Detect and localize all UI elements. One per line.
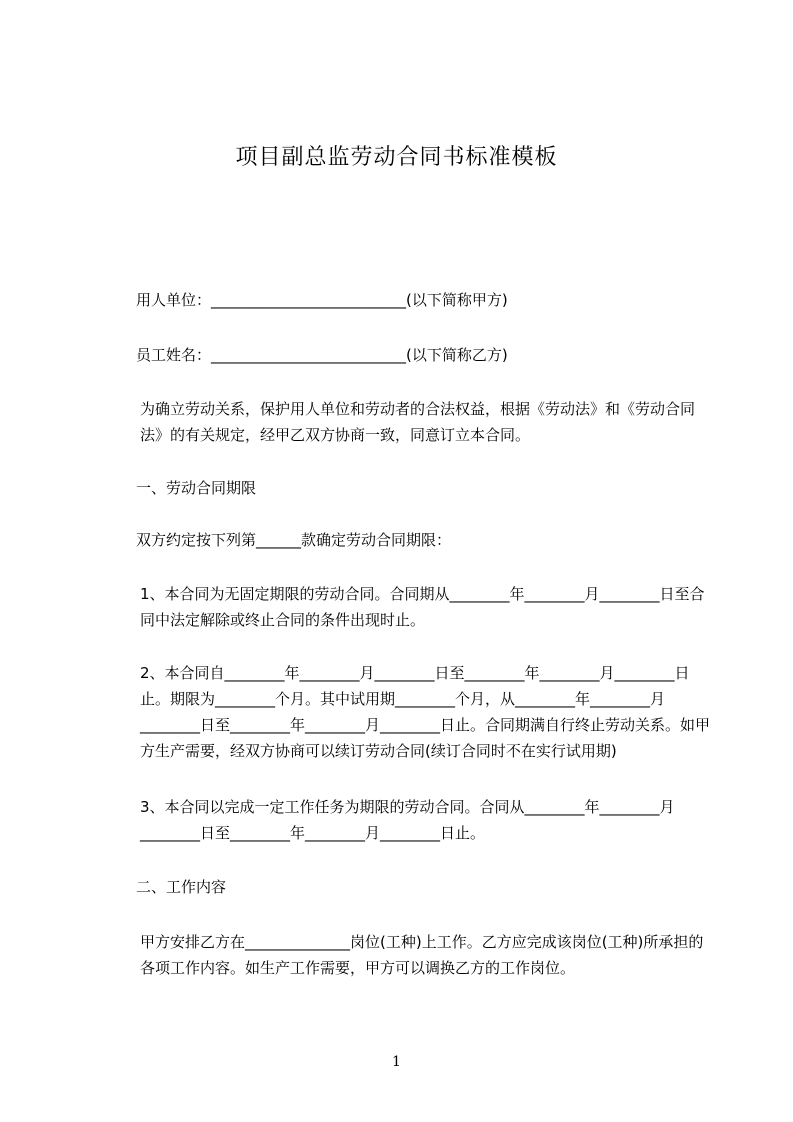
section1-heading: 一、劳动合同期限 xyxy=(136,479,257,497)
section1-intro: 双方约定按下列第______款确定劳动合同期限： xyxy=(136,531,452,549)
document-title: 项目副总监劳动合同书标准模板 xyxy=(235,145,558,170)
section2-body: 甲方安排乙方在______________岗位(工种)上工作。乙方应完成该岗位(工种)所承担的各项工作内容。如生产工作需要，甲方可以调换乙方的工作岗位。 xyxy=(140,933,704,977)
employer-line: 用人单位：__________________________(以下简称甲方) xyxy=(136,291,508,309)
clause-3: 3、本合同以完成一定工作任务为期限的劳动合同。合同从________年________月________日至________年________月________日止。 xyxy=(140,798,675,842)
employee-line: 员工姓名：__________________________(以下简称乙方) xyxy=(136,346,508,364)
section2-heading: 二、工作内容 xyxy=(136,878,227,896)
page-number: 1 xyxy=(392,1054,401,1070)
clause-1: 1、本合同为无固定期限的劳动合同。合同期从________年________月________日至合同中法定解除或终止合同的条件出现时止。 xyxy=(140,585,705,629)
intro-paragraph: 为确立劳动关系，保护用人单位和劳动者的合法权益，根据《劳动法》和《劳动合同法》的有关规定，经甲乙双方协商一致，同意订立本合同。 xyxy=(140,400,696,444)
clause-2: 2、本合同自________年________月________日至________年________月________日止。期限为________个月。其中试用期________个月，从________年________月________日至________年________月________日止。合同期满自行终止劳动关系。如甲方生产需要，经双方协商可以续订劳动合同(续订合同时不在实行试用期) xyxy=(140,664,711,760)
